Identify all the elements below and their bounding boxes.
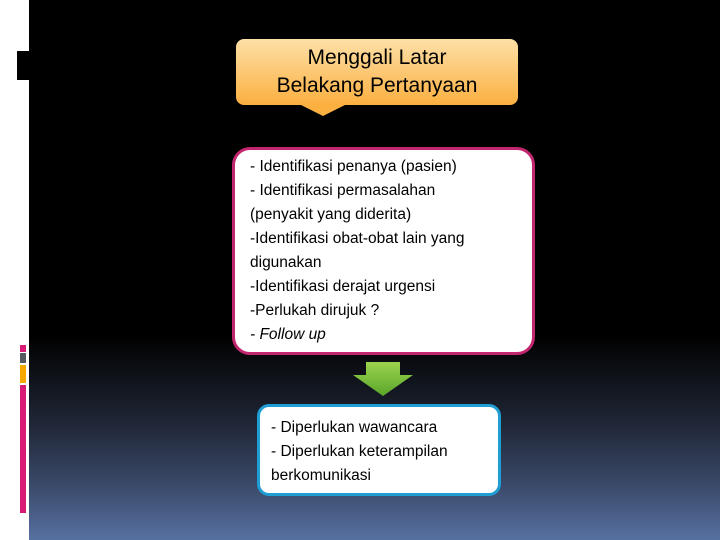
corner-marker <box>17 51 29 80</box>
title-callout <box>236 39 518 105</box>
accent-bar-pink-long <box>20 385 26 513</box>
accent-bar-gray <box>20 353 26 363</box>
list-item: -Perlukah dirujuk ? <box>250 302 380 319</box>
list-item: - Diperlukan wawancara <box>271 419 438 436</box>
title-line: Menggali Latar <box>307 46 447 69</box>
list-item: - Diperlukan keterampilan <box>271 443 448 460</box>
result-box <box>257 404 501 496</box>
list-item: - Follow up <box>250 326 326 343</box>
identification-box <box>232 147 535 355</box>
list-item: berkomunikasi <box>271 467 371 484</box>
callout-pointer <box>299 104 347 116</box>
list-item: -Identifikasi derajat urgensi <box>250 278 436 295</box>
accent-bar-orange <box>20 365 26 383</box>
list-item: (penyakit yang diderita) <box>250 206 412 223</box>
list-item: digunakan <box>250 254 322 271</box>
title-line: Belakang Pertanyaan <box>276 74 478 97</box>
list-item: - Identifikasi permasalahan <box>250 182 436 199</box>
accent-bar-pink <box>20 345 26 352</box>
list-item: - Identifikasi penanya (pasien) <box>250 158 457 175</box>
list-item: -Identifikasi obat-obat lain yang <box>250 230 465 247</box>
down-arrow-icon <box>353 362 413 396</box>
